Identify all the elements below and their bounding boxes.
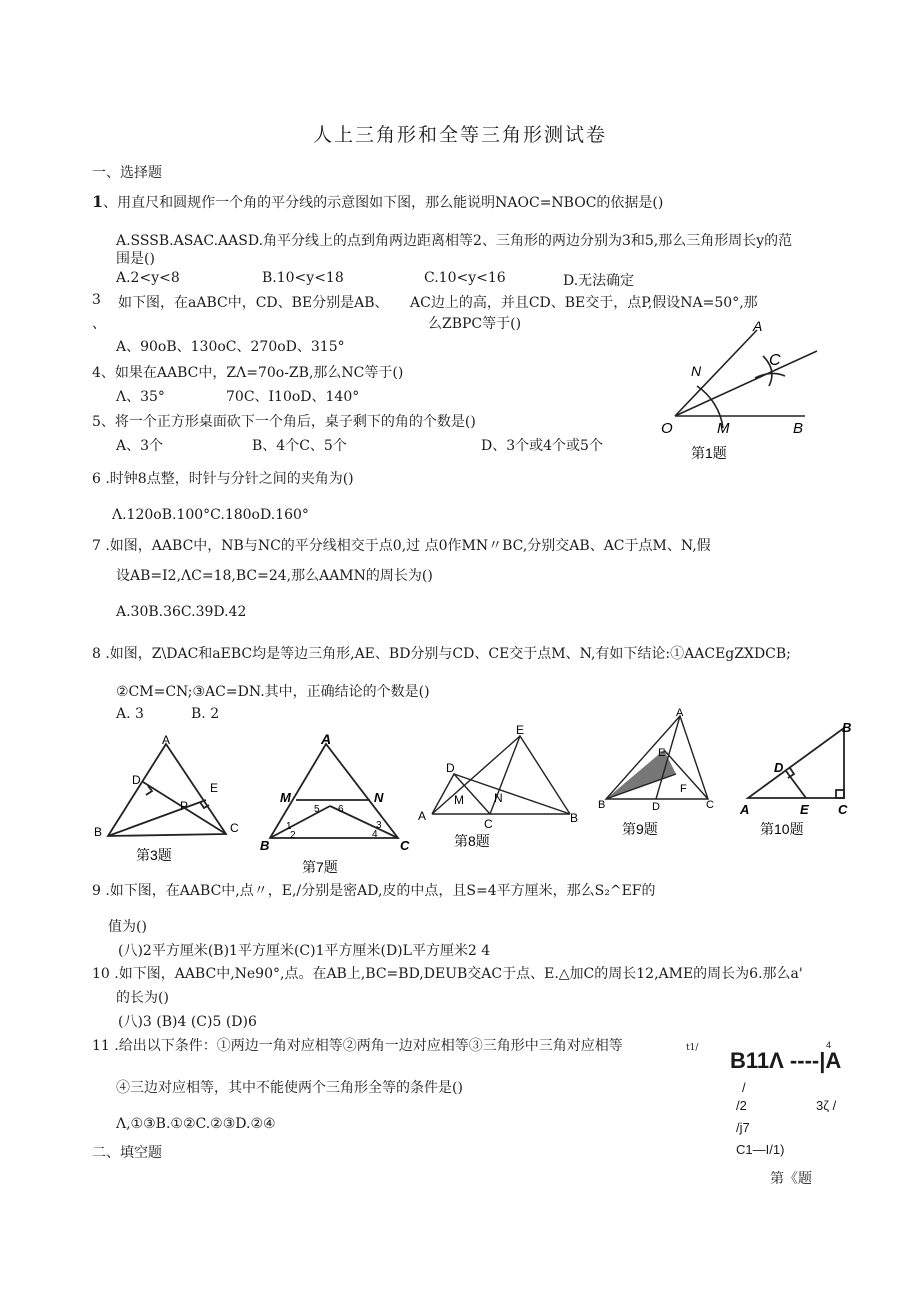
figure-8-equilateral-triangles bbox=[412, 722, 582, 852]
figure-3-triangle-altitudes bbox=[88, 734, 248, 866]
fig3-label-p: P bbox=[180, 799, 189, 813]
question-5: 5、将一个正方形桌面砍下一个角后，桌子剩下的角的个数是() bbox=[92, 414, 476, 430]
question-4-options-rest: 70C、I10oD、140° bbox=[226, 389, 360, 405]
figure-7-triangle-bisectors bbox=[258, 728, 418, 876]
fig7-label-2: 2 bbox=[290, 830, 296, 841]
fig8-label-a: A bbox=[418, 809, 427, 823]
question-3-text-right-2: 么ZBPC等于() bbox=[428, 316, 522, 332]
fig11-text-6: /j7 bbox=[736, 1120, 750, 1135]
fig8-label-e: E bbox=[516, 723, 525, 737]
fig7-label-3: 3 bbox=[376, 820, 382, 831]
question-4-option-a: Λ、35° bbox=[116, 389, 165, 405]
question-10-options: (八)3 (B)4 (C)5 (D)6 bbox=[118, 1014, 257, 1030]
fig3-label-c: C bbox=[230, 821, 239, 835]
question-8-line-2: ②CM=CN;③AC=DN.其中，正确结论的个数是() bbox=[116, 684, 430, 700]
question-2-option-c: C.10<y<16 bbox=[424, 270, 506, 286]
fig11-text-5: 3ζ / bbox=[816, 1098, 837, 1113]
fig9-label-b: B bbox=[598, 799, 606, 811]
question-11-subscript: t1/ bbox=[686, 1043, 699, 1053]
question-3-text-left: 如下图，在aABC中，CD、BE分别是AB、 bbox=[118, 295, 389, 311]
fig7-label-m: M bbox=[280, 790, 291, 805]
fig9-label-a: A bbox=[676, 707, 684, 719]
figure-9-midpoints-shaded bbox=[594, 704, 724, 840]
fig10-caption: 第10题 bbox=[760, 821, 804, 837]
fig11-text-1: 4 bbox=[826, 1040, 832, 1050]
fig7-caption: 第7题 bbox=[302, 859, 338, 875]
question-6: 6 .时钟8点整，时针与分针之间的夹角为() bbox=[92, 471, 354, 487]
fig11-text-2: B11Λ ----|A bbox=[730, 1048, 842, 1073]
question-5-options-bc: B、4个C、5个 bbox=[252, 438, 347, 454]
question-7-options: A.30B.36C.39D.42 bbox=[116, 604, 247, 620]
fig8-label-d: D bbox=[446, 761, 455, 775]
fig8-label-c: C bbox=[484, 817, 493, 831]
question-4: 4、如果在AABC中，ZΛ=70o-ZB,那么NC等于() bbox=[92, 365, 404, 381]
question-1 bbox=[92, 192, 663, 212]
fig11-text-3: / bbox=[742, 1080, 746, 1095]
section-heading-choice: 一、选择题 bbox=[92, 165, 162, 181]
fig8-caption: 第8题 bbox=[454, 833, 490, 849]
fig10-label-b: B bbox=[842, 720, 852, 735]
fig3-label-e: E bbox=[210, 781, 219, 795]
fig8-label-n: N bbox=[494, 791, 503, 805]
fig7-label-4: 4 bbox=[372, 829, 378, 840]
fig9-label-f: F bbox=[680, 783, 687, 795]
figure-10-right-triangle bbox=[738, 716, 858, 840]
question-11-line-1: 11 .给出以下条件：①两边一角对应相等②两角一边对应相等③三角形中三角对应相等 bbox=[92, 1038, 623, 1054]
fig1-label-o: O bbox=[661, 420, 673, 437]
fig9-label-d: D bbox=[652, 801, 660, 813]
question-number: 1 bbox=[92, 192, 104, 211]
fig7-label-1: 1 bbox=[286, 821, 292, 832]
question-3-text-right: AC边上的高，并且CD、BE交于，点P,假设NA=50°,那 bbox=[410, 295, 758, 311]
question-7-line-2: 设AB=I2,ΛC=18,BC=24,那么AAMN的周长为() bbox=[116, 568, 433, 584]
fig1-label-b: B bbox=[793, 420, 804, 437]
fig7-label-a: A bbox=[321, 731, 332, 747]
fig7-label-5: 5 bbox=[314, 804, 320, 815]
page-title: 人上三角形和全等三角形测试卷 bbox=[312, 124, 607, 146]
question-9-line-2: 值为() bbox=[108, 919, 147, 935]
fig11-text-4: /2 bbox=[736, 1098, 747, 1113]
question-9-options: (八)2平方厘米(B)1平方厘米(C)1平方厘米(D)L平方厘米2 4 bbox=[118, 943, 491, 959]
question-2-option-d: D.无法确定 bbox=[563, 273, 635, 289]
question-2-continued: 围是() bbox=[116, 251, 155, 267]
fig7-label-n: N bbox=[374, 790, 384, 805]
fig10-label-e: E bbox=[800, 802, 809, 817]
fig11-text-7: C1—I/1) bbox=[736, 1142, 785, 1157]
question-8-option-a: A. 3 bbox=[116, 706, 144, 722]
fig7-label-b: B bbox=[260, 838, 270, 853]
fig1-label-m: M bbox=[717, 420, 730, 437]
question-2-option-a: A.2<y<8 bbox=[116, 270, 180, 286]
question-5-option-d: D、3个或4个或5个 bbox=[481, 438, 603, 454]
fig3-label-d: D bbox=[132, 773, 141, 787]
fig8-label-b: B bbox=[570, 811, 579, 825]
question-10-line-2: 的长为() bbox=[116, 990, 169, 1006]
question-10-line-1: 10 .如下图，AABC中,Ne90°,点。在AB上,BC=BD,DEUB交AC于点、E.△加C的周长12,AME的周长为6.那么a' bbox=[92, 966, 803, 982]
fig1-label-a: A bbox=[753, 318, 763, 334]
fig1-caption: 第1题 bbox=[691, 445, 727, 461]
fig3-caption: 第3题 bbox=[136, 847, 172, 863]
question-3-mark: 、 bbox=[92, 316, 106, 332]
fig8-label-m: M bbox=[454, 793, 464, 807]
fig9-caption: 第9题 bbox=[622, 821, 658, 837]
question-text: 、用直尺和圆规作一个角的平分线的示意图如下图，那么能说明NAOC=NBOC的依据是() bbox=[103, 195, 664, 211]
question-3-options: A、90oB、130oC、270oD、315° bbox=[116, 339, 345, 355]
fig10-label-d: D bbox=[774, 760, 784, 775]
question-3-number: 3 bbox=[92, 292, 101, 308]
fig7-label-c: C bbox=[400, 838, 410, 853]
fig10-label-c: C bbox=[838, 802, 848, 817]
question-6-options: Λ.120oB.100°C.180oD.160° bbox=[112, 507, 309, 523]
fig10-label-a: A bbox=[740, 802, 750, 817]
fig7-label-6: 6 bbox=[338, 804, 344, 815]
question-8-line-1: 8 .如图，Z\DAC和aEBC均是等边三角形,AE、BD分别与CD、CE交于点M、N,有如下结论:①AACEgZXDCB; bbox=[92, 646, 791, 662]
fig3-label-b: B bbox=[94, 825, 103, 839]
fig11-caption: 第《题 bbox=[770, 1171, 812, 1187]
fig9-label-e: E bbox=[658, 747, 666, 759]
question-11-line-2: ④三边对应相等，其中不能使两个三角形全等的条件是() bbox=[116, 1080, 463, 1096]
question-2-option-b: B.10<y<18 bbox=[262, 270, 344, 286]
question-11-options: Λ,①③B.①②C.②③D.②④ bbox=[116, 1116, 276, 1132]
figure-1-angle-bisector bbox=[645, 318, 825, 466]
question-7-line-1: 7 .如图，AABC中，NB与NC的平分线相交于点0,过 点0作MN〃BC,分别交AB、AC于点M、N,假 bbox=[92, 538, 711, 554]
fig1-label-n: N bbox=[691, 363, 702, 379]
fig3-label-a: A bbox=[162, 734, 171, 747]
fig1-label-c: C bbox=[769, 352, 781, 369]
question-8-option-b: B. 2 bbox=[191, 706, 220, 722]
question-9-line-1: 9 .如下图，在AABC中,点〃，E,/分别是密AD,皮的中点，且S=4平方厘米，那么S₂^EF的 bbox=[92, 883, 656, 899]
question-5-option-a: A、3个 bbox=[116, 438, 164, 454]
fig9-label-c: C bbox=[706, 799, 714, 811]
question-1-options: A.SSSB.ASAC.AASD.角平分线上的点到角两边距离相等2、三角形的两边分别为3和5,那么三角形周长y的范 bbox=[116, 233, 793, 249]
section-heading-fill-blank: 二、填空题 bbox=[92, 1145, 162, 1161]
